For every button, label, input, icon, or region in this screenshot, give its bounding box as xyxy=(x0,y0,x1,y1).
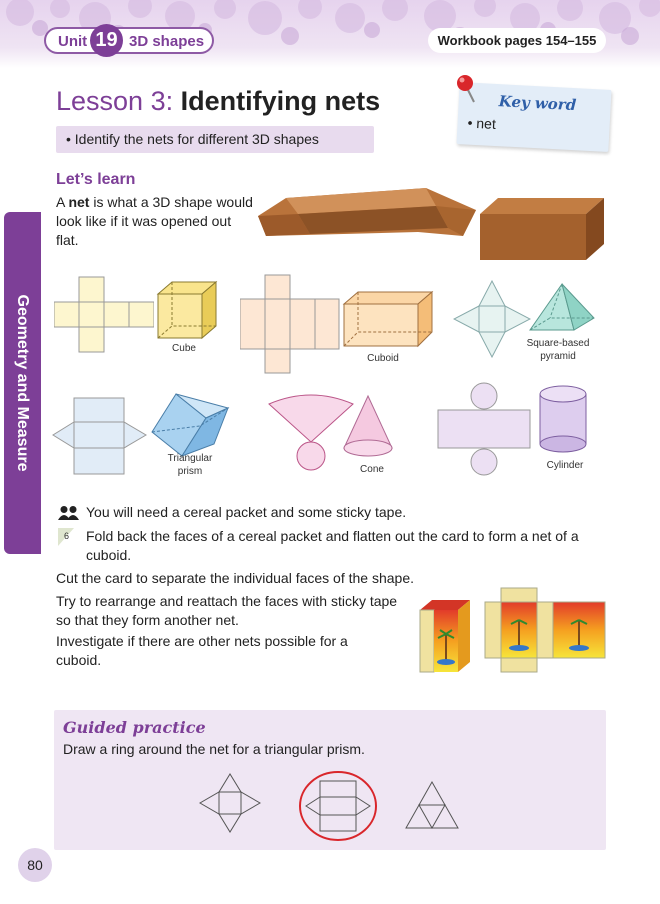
prism-shape xyxy=(150,392,230,460)
cylinder-shape xyxy=(538,384,588,454)
cone-shape xyxy=(340,394,396,460)
activity-step-1: Fold back the faces of a cereal packet and flatten out the card to form a net of a cuboid. xyxy=(86,528,579,563)
cuboid-shape xyxy=(342,290,434,348)
partner-work-icon xyxy=(58,506,80,520)
page-number: 80 xyxy=(18,848,52,882)
key-word-term: • net xyxy=(467,114,497,133)
option-net-b-circled[interactable] xyxy=(298,770,378,842)
intro-bold: net xyxy=(68,194,90,210)
cylinder-net xyxy=(436,382,532,476)
cube-shape xyxy=(156,280,218,342)
unit-badge xyxy=(44,27,214,54)
activity-step-3: Try to rearrange and reattach the faces with sticky tape so that they form another net. xyxy=(56,593,398,628)
lesson-objective xyxy=(56,126,374,153)
cuboid-net xyxy=(240,274,340,374)
activity-step-2: Cut the card to separate the individual faces of the shape. xyxy=(56,570,415,586)
option-net-c xyxy=(404,780,460,830)
intro-text xyxy=(56,193,256,250)
pyramid-shape xyxy=(528,282,596,334)
activity-badge-number: 6 xyxy=(64,531,70,541)
objective-text: • Identify the nets for different 3D shapes xyxy=(66,131,319,147)
prism-caption: Triangular prism xyxy=(167,453,213,477)
header-banner xyxy=(0,0,660,68)
cuboid-caption: Cuboid xyxy=(367,353,399,364)
lets-learn-heading: Let’s learn xyxy=(56,171,136,188)
section-tab xyxy=(4,212,41,554)
key-word-title: Key word xyxy=(498,92,577,115)
cube-net xyxy=(54,276,154,354)
section-tab-label: Geometry and Measure xyxy=(14,294,31,472)
intro-b: is what a 3D shape would look like if it was opened out flat. xyxy=(56,194,253,248)
cone-caption: Cone xyxy=(360,464,384,475)
cube-caption: Cube xyxy=(172,343,196,354)
workbook-pages-text: Workbook pages 154–155 xyxy=(437,33,597,48)
option-net-a xyxy=(198,772,264,834)
prism-net xyxy=(52,397,148,477)
pyramid-caption: Square-based pyramid xyxy=(526,338,590,362)
cereal-box-illustration xyxy=(414,598,472,674)
unit-topic: 3D shapes xyxy=(129,33,205,50)
pushpin-icon xyxy=(455,74,481,104)
cylinder-caption: Cylinder xyxy=(546,460,584,471)
unit-label: Unit xyxy=(58,33,88,50)
lesson-title xyxy=(56,86,380,117)
closed-box-illustration xyxy=(478,196,606,262)
guided-practice-instruction: Draw a ring around the net for a triangular prism. xyxy=(63,741,365,757)
workbook-pages-badge xyxy=(428,28,606,53)
opened-box-illustration xyxy=(258,186,478,248)
activity-step-4: Investigate if there are other nets possible for a cuboid. xyxy=(56,633,348,668)
cereal-box-net xyxy=(483,586,607,674)
guided-practice-title: Guided practice xyxy=(63,718,206,737)
unit-number: 19 xyxy=(90,24,123,57)
partner-line: You will need a cereal packet and some sticky tape. xyxy=(86,504,407,520)
lesson-prefix: Lesson 3: xyxy=(56,86,181,116)
lesson-name: Identifying nets xyxy=(180,86,381,116)
intro-a: A xyxy=(56,194,69,210)
